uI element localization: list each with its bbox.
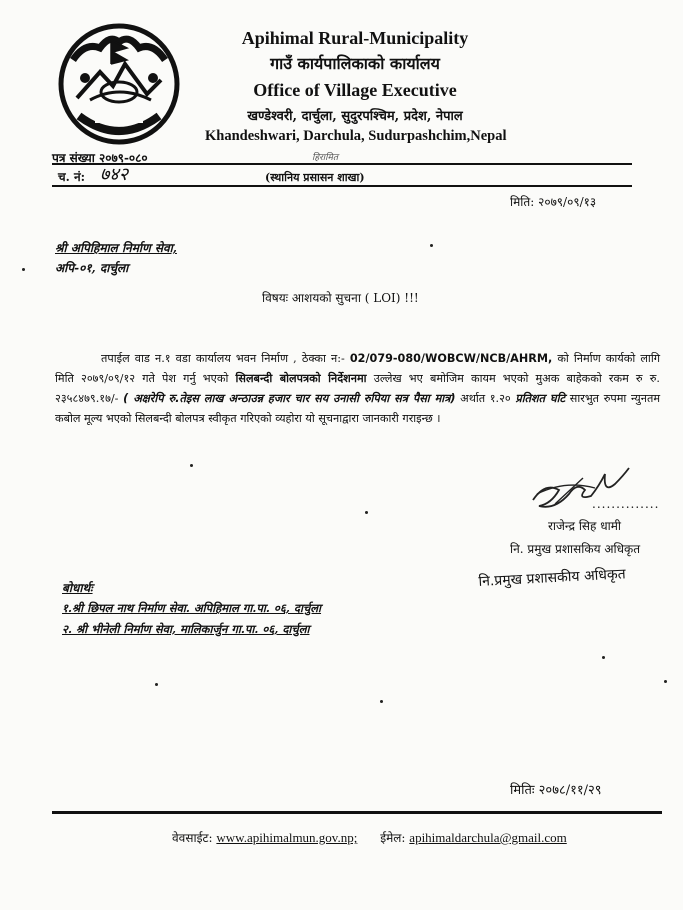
website-link[interactable]: www.apihimalmun.gov.np; [216,830,358,845]
nepal-emblem-icon [55,20,183,148]
scan-speck [664,680,667,683]
cc-item: १.श्री छिपल नाथ निर्माण सेवा. अपिहिमाल गा.पा. ०६, दार्चुला [62,601,322,615]
handwritten-signature [525,460,645,520]
bottom-date: मितिः २०७८/११/२९ [510,783,602,798]
address-np: खण्डेश्वरी, दार्चुला, सुदुरपश्चिम, प्रदेश, नेपाल [247,109,463,124]
body-part2: उल्लेख भए बमोजिम कायम भएको मुअक बाहेकको रकम रु रु. २३५८४७९.१७/- [55,372,660,405]
scan-speck [22,268,25,271]
footer [172,829,567,846]
dispatch-number-value: ७४२ [100,164,129,185]
contract-number: 02/079-080/WOBCW/NCB/AHRM, [349,352,553,365]
amount-in-words: ( अक्षरेपि रु.तेइस लाख अन्ठाउन्न हजार चार सय उनासी रुपिया सत्र पैसा मात्र) [123,392,456,405]
website-label: वेवसाईट: [172,831,213,845]
municipality-name-en: Apihimal Rural-Municipality [241,28,469,48]
signatory-title: नि. प्रमुख प्रशासकिय अधिकृत [510,542,641,556]
email-link[interactable]: apihimaldarchula@gmail.com [409,830,567,845]
cc-heading: बोधार्थः [62,581,93,595]
addressee-name: श्री अपिहिमाल निर्माण सेवा, [55,241,177,255]
office-name-en: Office of Village Executive [253,80,457,100]
letter-number: पत्र संख्या २०७९-०८० [52,151,148,165]
dispatch-number-label: च. नं: [58,170,86,184]
body-part1: को निर्माण कार्यको लागि मिति २०७९/०९/१२ गते पेश गर्नु भएको [55,352,661,385]
scan-speck [430,244,433,247]
scan-speck [602,656,605,659]
addressee-address: अपि-०१, दार्चुला [55,261,129,275]
body-part3: अर्थात १.२० [460,392,511,405]
small-signature: हिरामित [312,153,338,163]
letter-body [55,349,660,429]
body-bold-phrase: सिलबन्दी बोलपत्रको निर्देशनमा [235,372,367,385]
section-name: (स्थानिय प्रसासन शाखा) [265,171,365,184]
signature-dots: .............. [592,497,660,511]
cc-item: २. श्री भीनेली निर्माण सेवा, मालिकार्जुन गा.पा. ०६, दार्चुला [62,622,310,636]
body-part4: सारभुत रुपमा न्युनतम कबोल मूल्य भएको सिलबन्दी बोलपत्र स्वीकृत गरिएको व्यहोरा यो सूचनाद्वारा जानकारी गराइन्छ । [55,392,661,425]
subject-line: विषयः आशयको सुचना ( LOI) !!! [262,291,419,305]
ref-divider [52,185,632,187]
email-label: ईमेल: [380,831,406,845]
footer-divider [52,811,662,814]
office-name-np: गाउँ कार्यपालिकाको कार्यालय [270,54,440,73]
scan-speck [190,464,193,467]
percent-less: प्रतिशत घटि [515,392,566,405]
signatory-name: राजेन्द्र सिह धामी [548,519,621,533]
scan-speck [380,700,383,703]
body-intro: तपाईल वाड न.१ वडा कार्यालय भवन निर्माण , ठेक्का न:- [101,352,345,365]
address-en: Khandeshwari, Darchula, Sudurpashchim,Nepal [205,128,507,144]
scan-speck [365,511,368,514]
scan-speck [155,683,158,686]
letter-date: मिति: २०७९/०९/१३ [510,195,597,209]
designation-stamp: नि.प्रमुख प्रशासकीय अधिकृत [478,566,627,590]
